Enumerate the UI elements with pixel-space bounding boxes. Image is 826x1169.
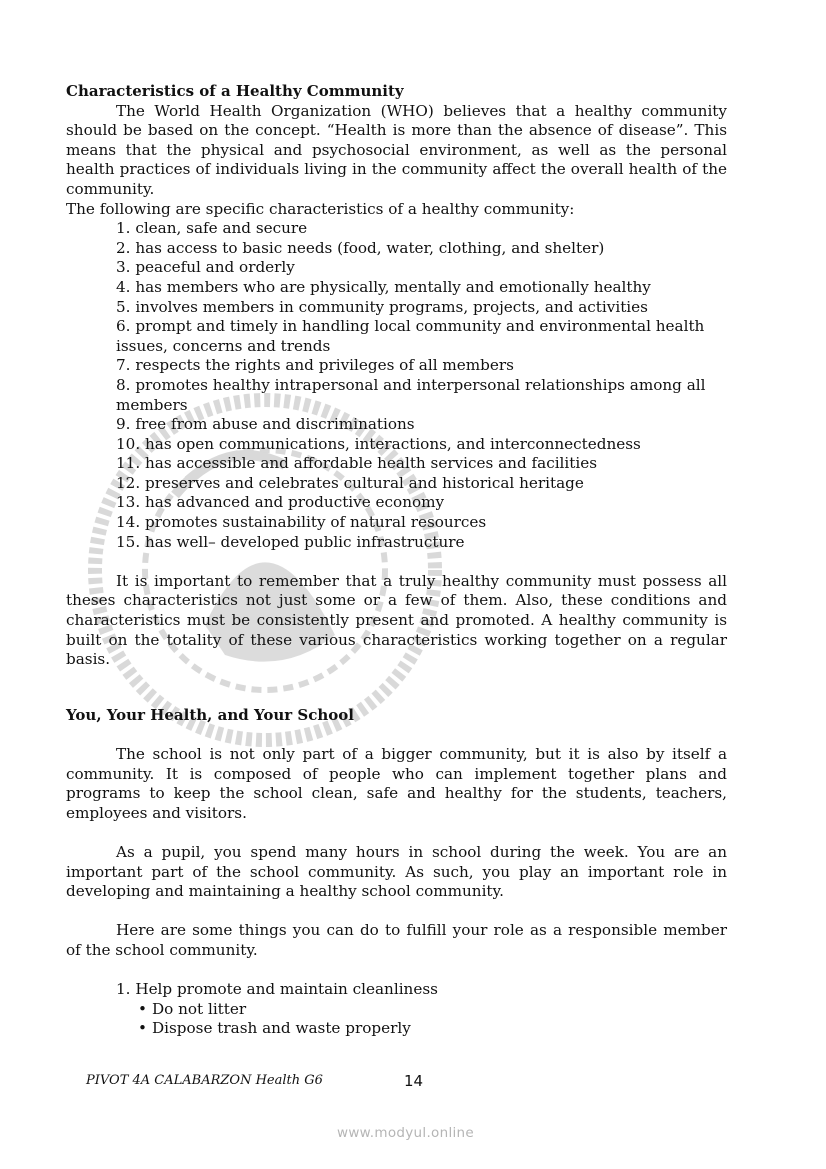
list-item: 14. promotes sustainability of natural resources xyxy=(116,513,487,532)
list-item: 8. promotes healthy intrapersonal and interpersonal relationships among all members xyxy=(116,375,706,414)
spacer xyxy=(66,823,727,843)
list-item: 2. has access to basic needs (food, water, clothing, and shelter) xyxy=(116,238,605,257)
website-link[interactable]: www.modyul.online xyxy=(337,1125,475,1141)
characteristics-list xyxy=(66,219,727,552)
list-lead: The following are specific characteristics of a healthy community: xyxy=(66,199,575,218)
spacer xyxy=(66,670,727,706)
list-item: 7. respects the rights and privileges of all members xyxy=(116,356,514,375)
school-paragraph: The school is not only part of a bigger community, but it is also by itself a community. It is composed of people who can implement together plans and programs to keep the school clean, safe and healthy for the students, teachers, employees and visitors. xyxy=(66,745,727,822)
list-item: 9. free from abuse and discriminations xyxy=(116,415,415,434)
bullet-item: • Do not litter xyxy=(138,1000,727,1020)
list-item: 5. involves members in community programs, projects, and activities xyxy=(116,297,648,316)
spacer xyxy=(66,902,727,922)
bullet-item: • Dispose trash and waste properly xyxy=(138,1019,727,1039)
spacer xyxy=(66,552,727,572)
role-paragraph: Here are some things you can do to fulfill your role as a responsible member of the school community. xyxy=(66,921,727,959)
list-item: 11. has accessible and affordable health services and facilities xyxy=(116,454,598,473)
spacer xyxy=(66,725,727,745)
role-item xyxy=(116,980,727,1039)
list-item: 10. has open communications, interactions, and interconnectedness xyxy=(116,434,641,453)
list-item: 15. has well– developed public infrastructure xyxy=(116,532,465,551)
section-heading-characteristics: Characteristics of a Healthy Community xyxy=(66,82,404,100)
intro-paragraph: The World Health Organization (WHO) believes that a healthy community should be based on the concept. “Health is more than the absence of disease”. This means that the physical and psychosocial environment, as well as the personal health practices of individuals living in the community affect the overall health of the community. xyxy=(66,101,727,198)
conclusion-paragraph: It is important to remember that a truly healthy community must possess all theses characteristics not just some or a few of them. Also, these conditions and characteristics must be consistently present and promoted. A healthy community is built on the totality of these various characteristics working together on a regular basis. xyxy=(66,571,727,669)
spacer xyxy=(66,961,727,981)
section-heading-school: You, Your Health, and Your School xyxy=(66,705,354,724)
role-label: 1. Help promote and maintain cleanliness xyxy=(116,980,438,999)
list-item: 13. has advanced and productive economy xyxy=(116,493,445,512)
bullet-list xyxy=(116,1000,727,1039)
list-item: 12. preserves and celebrates cultural and historical heritage xyxy=(116,473,584,492)
footer-text: PIVOT 4A CALABARZON Health G6 xyxy=(86,1073,323,1088)
page-number: 14 xyxy=(404,1072,424,1090)
list-item: 1. clean, safe and secure xyxy=(116,219,308,238)
document-page xyxy=(66,82,727,1039)
list-item: 4. has members who are physically, mentally and emotionally healthy xyxy=(116,277,651,296)
list-item: 3. peaceful and orderly xyxy=(116,258,295,277)
list-item: 6. prompt and timely in handling local community and environmental health issues, concerns and trends xyxy=(116,317,705,355)
pupil-paragraph: As a pupil, you spend many hours in school during the week. You are an important part of the school community. As such, you play an important role in developing and maintaining a healthy school community. xyxy=(66,842,727,901)
roles-list xyxy=(66,980,727,1039)
